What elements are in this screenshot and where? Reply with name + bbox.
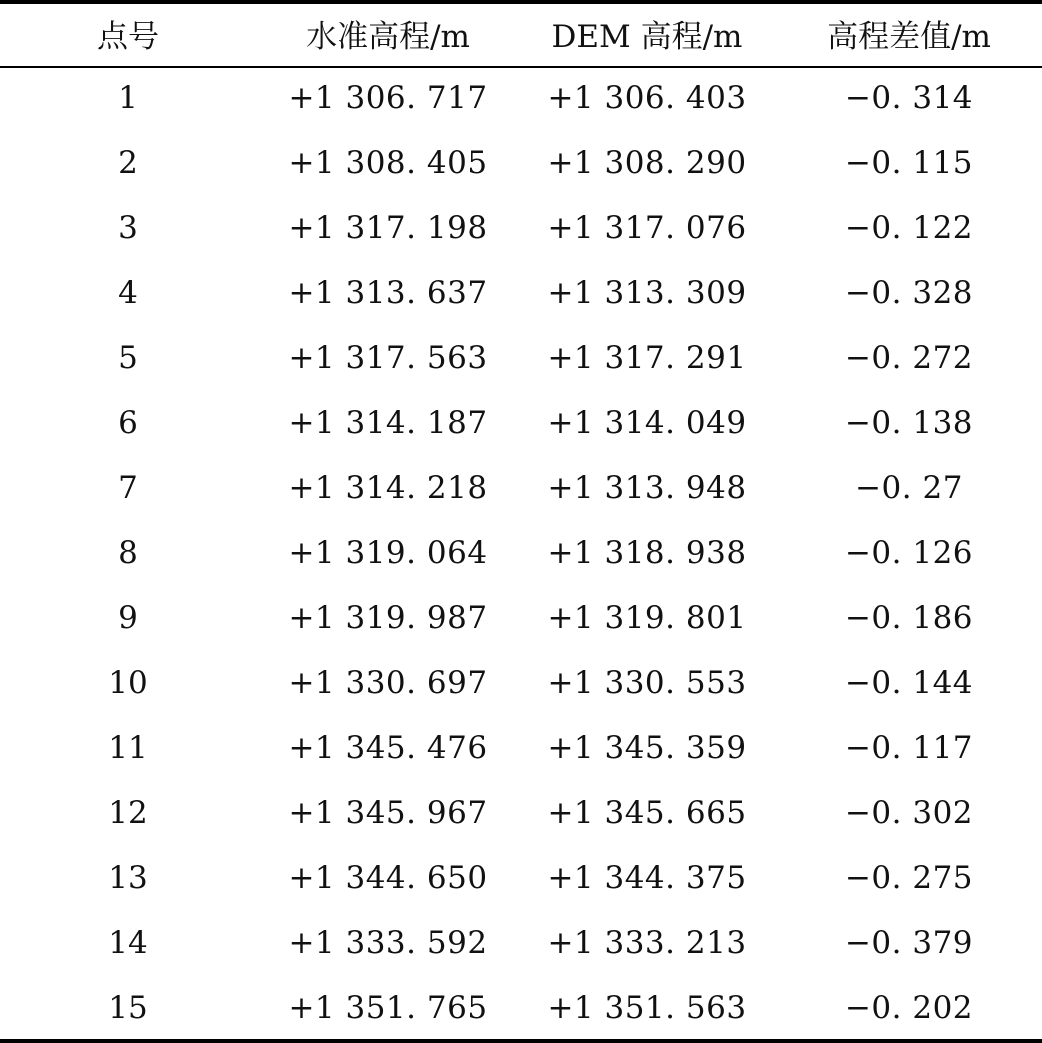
dem-elevation-cell: +1 308. 290 <box>547 145 747 181</box>
leveling-elevation-cell: +1 306. 717 <box>288 80 488 116</box>
elevation-difference-cell: −0. 275 <box>844 860 974 896</box>
point-number-cell: 10 <box>108 665 148 701</box>
leveling-elevation-cell: +1 317. 563 <box>288 340 488 376</box>
header-leveling-elevation: 水准高程/m <box>306 19 470 55</box>
table-row <box>0 261 1042 326</box>
leveling-elevation-cell: +1 345. 476 <box>288 730 488 766</box>
table-row <box>0 521 1042 586</box>
elevation-difference-cell: −0. 117 <box>844 730 974 766</box>
point-number-cell: 14 <box>108 925 148 961</box>
elevation-difference-cell: −0. 144 <box>844 665 974 701</box>
point-number-cell: 7 <box>118 470 138 506</box>
leveling-elevation-cell: +1 317. 198 <box>288 210 488 246</box>
point-number-cell: 4 <box>118 275 138 311</box>
table-row <box>0 586 1042 651</box>
dem-elevation-cell: +1 317. 291 <box>547 340 747 376</box>
point-number-cell: 12 <box>108 795 148 831</box>
point-number-cell: 3 <box>118 210 138 246</box>
dem-elevation-cell: +1 330. 553 <box>547 665 747 701</box>
leveling-elevation-cell: +1 351. 765 <box>288 990 488 1026</box>
elevation-difference-cell: −0. 186 <box>844 600 974 636</box>
elevation-difference-cell: −0. 328 <box>844 275 974 311</box>
dem-elevation-cell: +1 317. 076 <box>547 210 747 246</box>
dem-elevation-cell: +1 319. 801 <box>547 600 747 636</box>
leveling-elevation-cell: +1 319. 987 <box>288 600 488 636</box>
leveling-elevation-cell: +1 333. 592 <box>288 925 488 961</box>
table-row <box>0 716 1042 781</box>
table-row <box>0 326 1042 391</box>
table-row <box>0 196 1042 261</box>
dem-elevation-cell: +1 345. 359 <box>547 730 747 766</box>
point-number-cell: 11 <box>108 730 148 766</box>
elevation-difference-cell: −0. 122 <box>844 210 974 246</box>
dem-elevation-cell: +1 345. 665 <box>547 795 747 831</box>
leveling-elevation-cell: +1 308. 405 <box>288 145 488 181</box>
table-row <box>0 976 1042 1041</box>
point-number-cell: 9 <box>118 600 138 636</box>
elevation-difference-cell: −0. 126 <box>844 535 974 571</box>
elevation-difference-cell: −0. 379 <box>844 925 974 961</box>
dem-elevation-cell: +1 306. 403 <box>547 80 747 116</box>
leveling-elevation-cell: +1 313. 637 <box>288 275 488 311</box>
table-header-row <box>0 2 1042 67</box>
table-row <box>0 456 1042 521</box>
point-number-cell: 13 <box>108 860 148 896</box>
elevation-difference-cell: −0. 27 <box>855 470 963 506</box>
dem-elevation-cell: +1 313. 948 <box>547 470 747 506</box>
leveling-elevation-cell: +1 330. 697 <box>288 665 488 701</box>
point-number-cell: 5 <box>118 340 138 376</box>
leveling-elevation-cell: +1 344. 650 <box>288 860 488 896</box>
point-number-cell: 1 <box>118 80 138 116</box>
header-elevation-difference: 高程差值/m <box>827 19 991 55</box>
elevation-difference-cell: −0. 202 <box>844 990 974 1026</box>
table-row <box>0 651 1042 716</box>
dem-elevation-cell: +1 314. 049 <box>547 405 747 441</box>
header-point-number: 点号 <box>97 19 159 55</box>
elevation-difference-cell: −0. 138 <box>844 405 974 441</box>
elevation-difference-cell: −0. 314 <box>844 80 974 116</box>
dem-elevation-cell: +1 318. 938 <box>547 535 747 571</box>
table-row <box>0 131 1042 196</box>
dem-elevation-cell: +1 313. 309 <box>547 275 747 311</box>
dem-elevation-cell: +1 351. 563 <box>547 990 747 1026</box>
point-number-cell: 8 <box>118 535 138 571</box>
dem-elevation-cell: +1 344. 375 <box>547 860 747 896</box>
leveling-elevation-cell: +1 314. 218 <box>288 470 488 506</box>
table-row <box>0 911 1042 976</box>
table-row <box>0 846 1042 911</box>
elevation-difference-cell: −0. 115 <box>844 145 974 181</box>
table-row <box>0 391 1042 456</box>
leveling-elevation-cell: +1 319. 064 <box>288 535 488 571</box>
dem-elevation-cell: +1 333. 213 <box>547 925 747 961</box>
table-row <box>0 66 1042 131</box>
point-number-cell: 6 <box>118 405 138 441</box>
header-dem-elevation: DEM 高程/m <box>551 19 743 55</box>
leveling-elevation-cell: +1 314. 187 <box>288 405 488 441</box>
elevation-difference-cell: −0. 272 <box>844 340 974 376</box>
point-number-cell: 15 <box>108 990 148 1026</box>
table-row <box>0 781 1042 846</box>
point-number-cell: 2 <box>118 145 138 181</box>
bottom-rule <box>0 1039 1042 1043</box>
elevation-difference-cell: −0. 302 <box>844 795 974 831</box>
leveling-elevation-cell: +1 345. 967 <box>288 795 488 831</box>
